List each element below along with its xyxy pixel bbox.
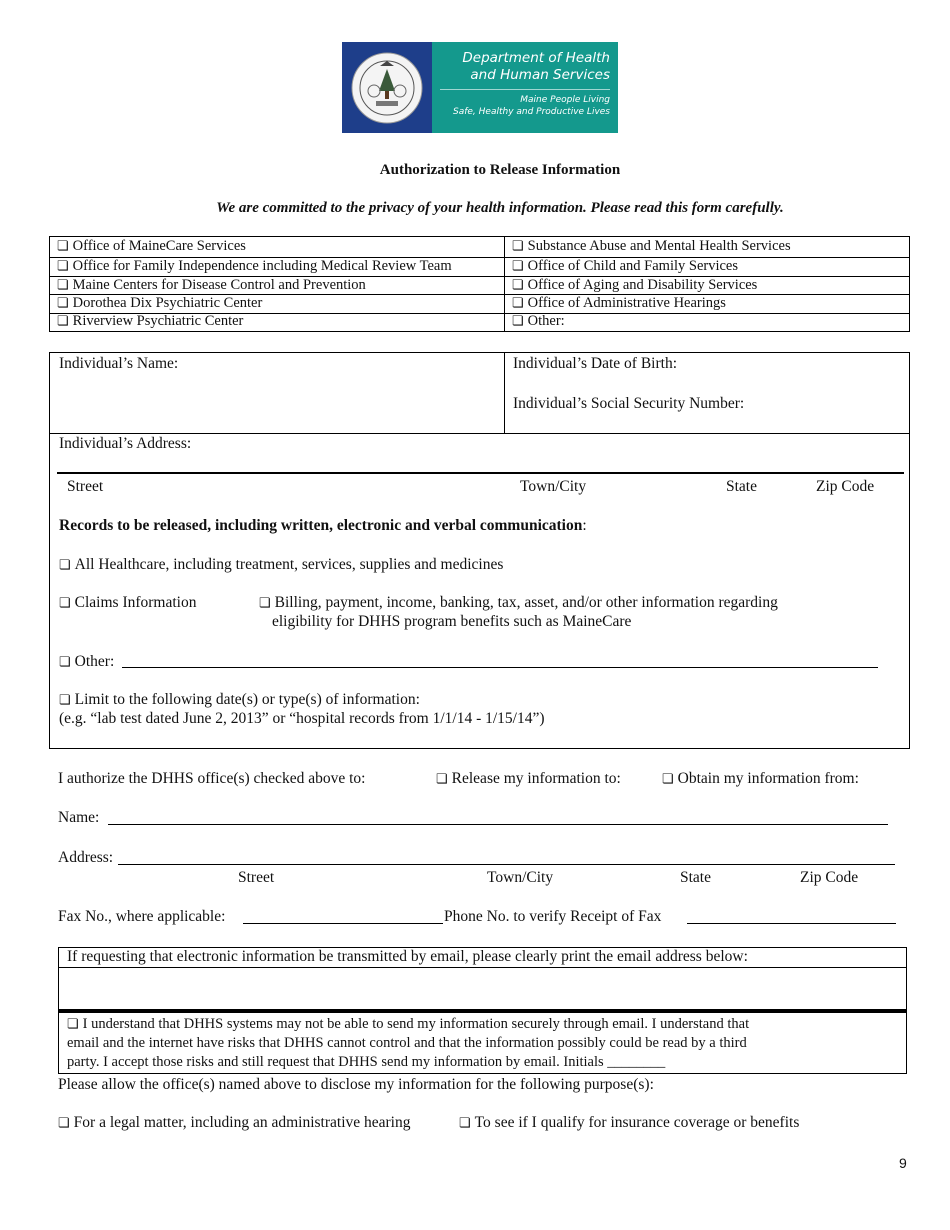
page-number: 9 xyxy=(899,1155,907,1171)
phone-verify-label: Phone No. to verify Receipt of Fax xyxy=(444,908,662,925)
address-state-caption: State xyxy=(726,478,757,495)
individual-address-label: Individual’s Address: xyxy=(59,435,192,452)
page-subtitle: We are committed to the privacy of your health information. Please read this form carefully. xyxy=(216,200,784,216)
email-risk-line-3: party. I accept those risks and still request that DHHS send my information by email. Initials ________ xyxy=(67,1054,666,1070)
email-risk-line-2: email and the internet have risks that DHHS cannot control and that the information possibly could be read by a third xyxy=(67,1035,747,1051)
office-checkbox-mainecare[interactable]: ❏ Office of MaineCare Services xyxy=(57,238,246,255)
purpose-intro: Please allow the office(s) named above to disclose my information for the following purpose(s): xyxy=(58,1076,654,1093)
phone-verify-input[interactable] xyxy=(687,923,896,924)
logo-line-4: Safe, Healthy and Productive Lives xyxy=(452,107,610,117)
dhhs-logo xyxy=(342,42,618,133)
individual-dob-label: Individual’s Date of Birth: xyxy=(513,355,678,372)
page-title: Authorization to Release Information xyxy=(379,162,621,178)
recipient-name-label: Name: xyxy=(58,809,100,826)
individual-ssn-label: Individual’s Social Security Number: xyxy=(513,395,745,412)
email-label: If requesting that electronic information be transmitted by email, please clearly print the email address below: xyxy=(67,948,748,965)
office-checkbox-child-family[interactable]: ❏ Office of Child and Family Services xyxy=(512,258,738,275)
office-checkbox-administrative-hearings[interactable]: ❏ Office of Administrative Hearings xyxy=(512,295,726,312)
office-checkbox-substance-abuse[interactable]: ❏ Substance Abuse and Mental Health Services xyxy=(512,238,791,255)
records-checkbox-all-healthcare[interactable]: ❏ All Healthcare, including treatment, services, supplies and medicines xyxy=(59,556,503,574)
fax-label: Fax No., where applicable: xyxy=(58,908,226,925)
office-checkbox-other[interactable]: ❏ Other: xyxy=(512,313,565,330)
seal-icon xyxy=(350,51,424,125)
logo-line-2: and Human Services xyxy=(470,67,610,83)
logo-line-1: Department of Health xyxy=(462,50,610,66)
release-to-checkbox[interactable]: ❏ Release my information to: xyxy=(436,770,621,788)
records-checkbox-other[interactable]: ❏ Other: xyxy=(59,653,114,671)
office-checkbox-aging-disability[interactable]: ❏ Office of Aging and Disability Services xyxy=(512,277,757,294)
recipient-address-label: Address: xyxy=(58,849,114,866)
recipient-street-caption: Street xyxy=(238,869,275,886)
office-checkbox-riverview[interactable]: ❏ Riverview Psychiatric Center xyxy=(57,313,243,330)
individual-name-label: Individual’s Name: xyxy=(59,355,179,372)
office-checkbox-maine-cdc[interactable]: ❏ Maine Centers for Disease Control and Prevention xyxy=(57,277,366,294)
maine-seal xyxy=(342,42,432,133)
authorize-text: I authorize the DHHS office(s) checked above to: xyxy=(58,770,366,787)
address-zip-caption: Zip Code xyxy=(816,478,875,495)
records-billing-line-2: eligibility for DHHS program benefits such as MaineCare xyxy=(272,613,632,630)
email-box xyxy=(58,947,907,1074)
recipient-address-input[interactable] xyxy=(118,864,895,865)
email-address-input[interactable] xyxy=(59,968,906,1009)
obtain-from-checkbox[interactable]: ❏ Obtain my information from: xyxy=(662,770,859,788)
individual-records-box xyxy=(49,352,910,749)
offices-table xyxy=(49,236,910,332)
recipient-state-caption: State xyxy=(680,869,711,886)
records-checkbox-limit[interactable]: ❏ Limit to the following date(s) or type(s) of information: xyxy=(59,691,420,709)
fax-input[interactable] xyxy=(243,923,443,924)
office-checkbox-family-independence[interactable]: ❏ Office for Family Independence including Medical Review Team xyxy=(57,258,452,275)
records-heading: Records to be released, including written, electronic and verbal communication: xyxy=(59,517,587,534)
email-risk-checkbox[interactable]: ❏ I understand that DHHS systems may not be able to send my information securely through email. I understand that xyxy=(67,1016,749,1033)
office-checkbox-dorothea-dix[interactable]: ❏ Dorothea Dix Psychiatric Center xyxy=(57,295,262,312)
address-town-caption: Town/City xyxy=(520,478,587,495)
address-street-caption: Street xyxy=(67,478,104,495)
recipient-zip-caption: Zip Code xyxy=(800,869,859,886)
logo-line-3: Maine People Living xyxy=(520,95,610,105)
purpose-insurance-checkbox[interactable]: ❏ To see if I qualify for insurance coverage or benefits xyxy=(459,1114,799,1132)
records-checkbox-billing[interactable]: ❏ Billing, payment, income, banking, tax, asset, and/or other information regarding xyxy=(259,594,778,612)
recipient-town-caption: Town/City xyxy=(487,869,554,886)
records-limit-example: (e.g. “lab test dated June 2, 2013” or “hospital records from 1/1/14 - 1/15/14”) xyxy=(59,710,545,727)
records-checkbox-claims[interactable]: ❏ Claims Information xyxy=(59,594,196,612)
records-other-input[interactable] xyxy=(122,667,878,668)
purpose-legal-checkbox[interactable]: ❏ For a legal matter, including an administrative hearing xyxy=(58,1114,411,1132)
address-input-line[interactable] xyxy=(57,472,904,474)
recipient-name-input[interactable] xyxy=(108,824,888,825)
